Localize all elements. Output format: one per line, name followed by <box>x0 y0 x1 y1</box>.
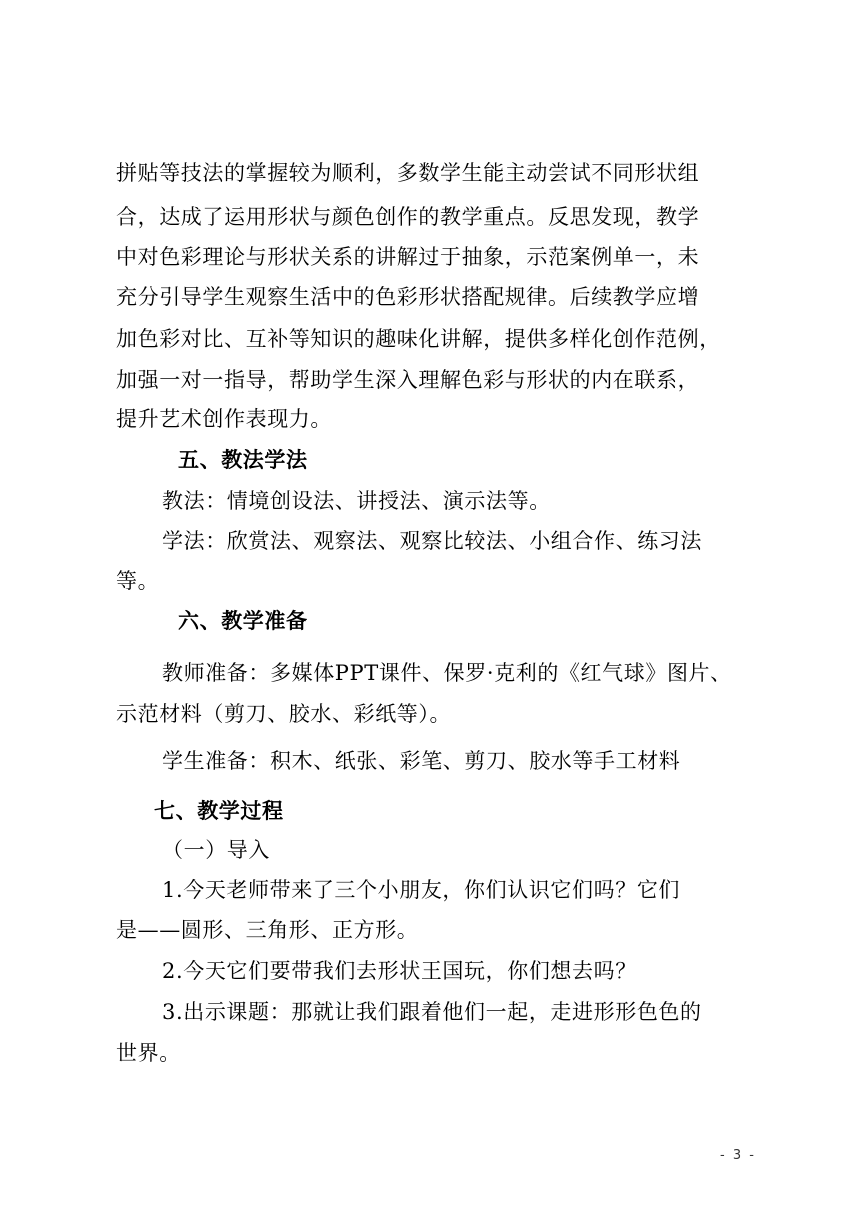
paragraph-line: 合，达成了运用形状与颜色创作的教学重点。反思发现，教学 <box>116 205 700 229</box>
intro-item-1: 1.今天老师带来了三个小朋友，你们认识它们吗？它们 <box>162 878 681 902</box>
teaching-methods: 教法：情境创设法、讲授法、演示法等。 <box>162 489 551 513</box>
section-heading-7: 七、教学过程 <box>154 799 284 823</box>
page-number: - 3 - <box>720 1148 756 1163</box>
teacher-prep-cont: 示范材料（剪刀、胶水、彩纸等）。 <box>116 702 452 726</box>
intro-item-1-cont: 是——圆形、三角形、正方形。 <box>116 918 419 942</box>
paragraph-line: 加强一对一指导，帮助学生深入理解色彩与形状的内在联系， <box>116 368 700 392</box>
learning-methods: 学法：欣赏法、观察法、观察比较法、小组合作、练习法 <box>162 529 702 553</box>
section-heading-6: 六、教学准备 <box>178 609 308 633</box>
paragraph-line: 拼贴等技法的掌握较为顺利，多数学生能主动尝试不同形状组 <box>116 161 700 185</box>
paragraph-line: 提升艺术创作表现力。 <box>116 407 332 431</box>
sub-heading-intro: （一）导入 <box>162 838 270 862</box>
paragraph-line: 中对色彩理论与形状关系的讲解过于抽象，示范案例单一，未 <box>116 245 700 269</box>
paragraph-line: 充分引导学生观察生活中的色彩形状搭配规律。后续教学应增 <box>116 285 700 309</box>
learning-methods-cont: 等。 <box>116 569 160 593</box>
student-prep: 学生准备：积木、纸张、彩笔、剪刀、胶水等手工材料 <box>162 749 681 773</box>
paragraph-line: 加色彩对比、互补等知识的趣味化讲解，提供多样化创作范例， <box>116 327 721 351</box>
intro-item-3: 3.出示课题：那就让我们跟着他们一起，走进形形色色的 <box>162 1000 702 1024</box>
intro-item-3-cont: 世界。 <box>116 1041 181 1065</box>
section-heading-5: 五、教法学法 <box>178 448 308 472</box>
teacher-prep: 教师准备：多媒体PPT课件、保罗·克利的《红气球》图片、 <box>162 661 732 685</box>
intro-item-2: 2.今天它们要带我们去形状王国玩，你们想去吗？ <box>162 959 637 983</box>
